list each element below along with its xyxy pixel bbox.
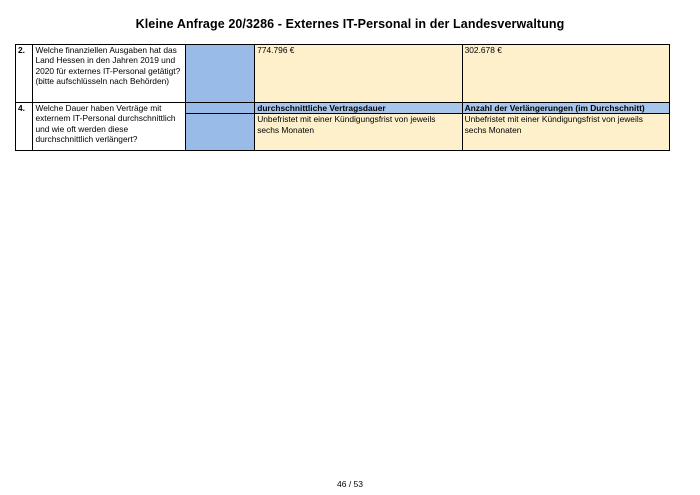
answer-cell-2019: 774.796 € (255, 45, 462, 103)
column-header-vertragsdauer: durchschnittliche Vertragsdauer (255, 103, 462, 114)
blue-filler-cell (186, 114, 255, 151)
question-text: Welche finanziellen Ausgaben hat das Land Hessen in den Jahren 2019 und 2020 für externes IT-Personal getätigt? (bitte aufschlüsseln nach Behörden) (33, 45, 186, 103)
question-text: Welche Dauer haben Verträge mit externem IT-Personal durchschnittlich und wie oft werden diese durchschnittlich verlängert? (33, 103, 186, 151)
table-row (16, 103, 670, 114)
blue-filler-cell (186, 45, 255, 103)
answer-cell-verlaengerungen: Unbefristet mit einer Kündigungsfrist von jeweils sechs Monaten (462, 114, 669, 151)
answer-table (15, 44, 670, 151)
page-title: Kleine Anfrage 20/3286 - Externes IT-Personal in der Landesverwaltung (135, 17, 565, 31)
answer-cell-2020: 302.678 € (462, 45, 669, 103)
column-header-verlaengerungen: Anzahl der Verlängerungen (im Durchschnitt) (462, 103, 669, 114)
answer-cell-vertragsdauer: Unbefristet mit einer Kündigungsfrist von jeweils sechs Monaten (255, 114, 462, 151)
blue-filler-cell (186, 103, 255, 114)
question-number: 4. (16, 103, 33, 151)
page-number: 46 / 53 (337, 479, 363, 489)
table-row (16, 45, 670, 103)
question-number: 2. (16, 45, 33, 103)
